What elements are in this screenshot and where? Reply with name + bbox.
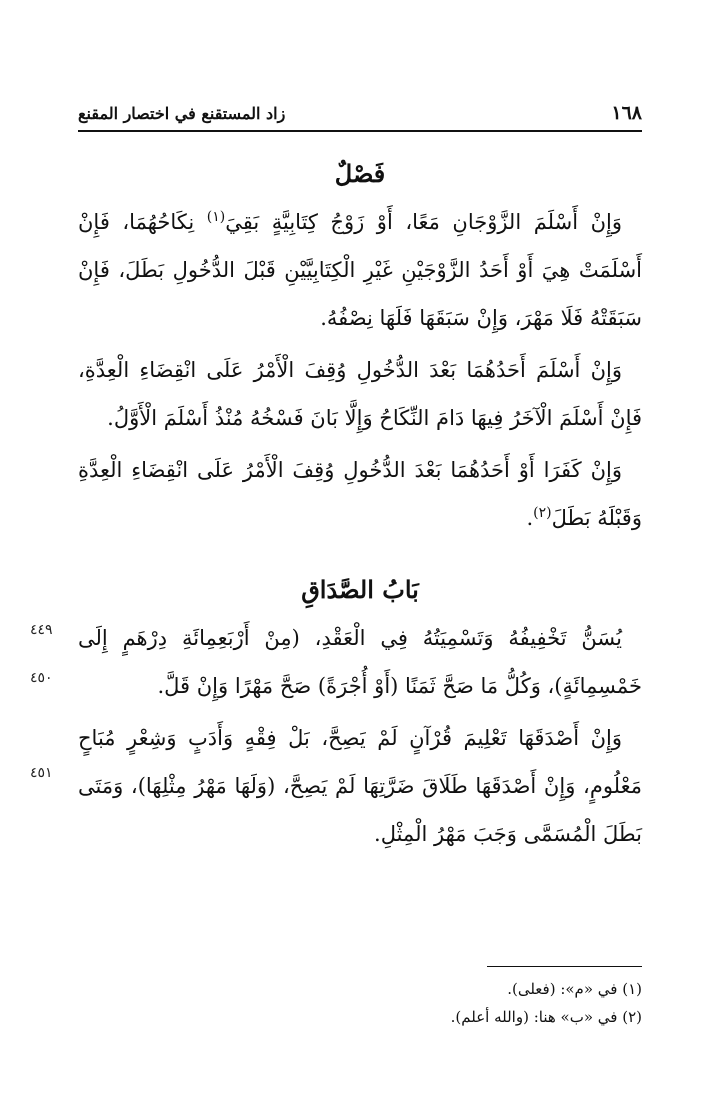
paragraph-text: نِكَاحُهُمَا، فَإِنْ أَسْلَمَتْ هِيَ أَوْ أَحَدُ الزَّوْجَيْنِ غَيْرِ الْكِتَابِيَّيْنِ قَبْلَ الدُّخُولِ بَطَلَ، فَإِنْ سَبَقَتْهُ فَلَا مَهْرَ، وَإِنْ سَبَقَهَا فَلَهَا نِصْفُهُ. <box>78 210 642 330</box>
footnote: (١) في «م»: (فعلى). <box>507 980 642 998</box>
footnote-ref: (٢) <box>533 505 552 521</box>
margin-number: ٤٥٠ <box>30 670 53 686</box>
main-text <box>78 150 642 862</box>
page-number: ١٦٨ <box>611 102 642 124</box>
paragraph <box>78 198 642 342</box>
section-heading-sadaq: بَابُ الصَّدَاقِ <box>301 575 419 604</box>
header-rule <box>78 130 642 132</box>
book-title: زاد المستقنع في اختصار المقنع <box>78 104 286 123</box>
paragraph: وَإِنْ أَسْلَمَ أَحَدُهُمَا بَعْدَ الدُّخُولِ وُقِفَ الْأَمْرُ عَلَى انْقِضَاءِ الْعِدَّةِ، فَإِنْ أَسْلَمَ الْآخَرُ فِيهَا دَامَ النِّكَاحُ وَإِلَّا بَانَ فَسْخُهُ مُنْذُ أَسْلَمَ الْأَوَّلُ. <box>78 358 642 430</box>
section-heading-fasl: فَصْلٌ <box>334 159 386 188</box>
paragraph-text: . <box>526 506 534 530</box>
section-gap <box>78 546 642 566</box>
footnote-rule <box>487 966 642 967</box>
paragraph: وَإِنْ أَصْدَقَهَا تَعْلِيمَ قُرْآنٍ لَمْ يَصِحَّ، بَلْ فِقْهٍ وَأَدَبٍ وَشِعْرٍ مُبَاحٍ مَعْلُومٍ، وَإِنْ أَصْدَقَهَا طَلَاقَ ضَرَّتِهَا لَمْ يَصِحَّ، (وَلَهَا مَهْرُ مِثْلِهَا)، وَمَتَى بَطَلَ الْمُسَمَّى وَجَبَ مَهْرُ الْمِثْلِ. <box>78 726 642 846</box>
running-header <box>78 100 642 130</box>
footnote: (٢) في «ب» هنا: (والله أعلم). <box>450 1008 642 1026</box>
paragraph <box>78 446 642 542</box>
paragraph: يُسَنُّ تَخْفِيفُهُ وَتَسْمِيَتُهُ فِي الْعَقْدِ، (مِنْ أَرْبَعِمِائَةِ دِرْهَمٍ إِلَى خَمْسِمِائَةٍ)، وَكُلُّ مَا صَحَّ ثَمَنًا (أَوْ أُجْرَةً) صَحَّ مَهْرًا وَإِنْ قَلَّ. <box>78 626 642 698</box>
footnotes <box>78 975 642 1031</box>
paragraph-text: وَإِنْ أَسْلَمَ الزَّوْجَانِ مَعًا، أَوْ زَوْجُ كِتَابِيَّةٍ بَقِيَ <box>225 210 622 234</box>
margin-number: ٤٥١ <box>30 765 53 781</box>
margin-number: ٤٤٩ <box>30 622 53 638</box>
paragraph-text: وَإِنْ كَفَرَا أَوْ أَحَدُهُمَا بَعْدَ الدُّخُولِ وُقِفَ الْأَمْرُ عَلَى انْقِضَاءِ الْعِدَّةِ وَقَبْلَهُ بَطَلَ <box>78 458 642 530</box>
footnote-ref: (١) <box>206 209 226 225</box>
